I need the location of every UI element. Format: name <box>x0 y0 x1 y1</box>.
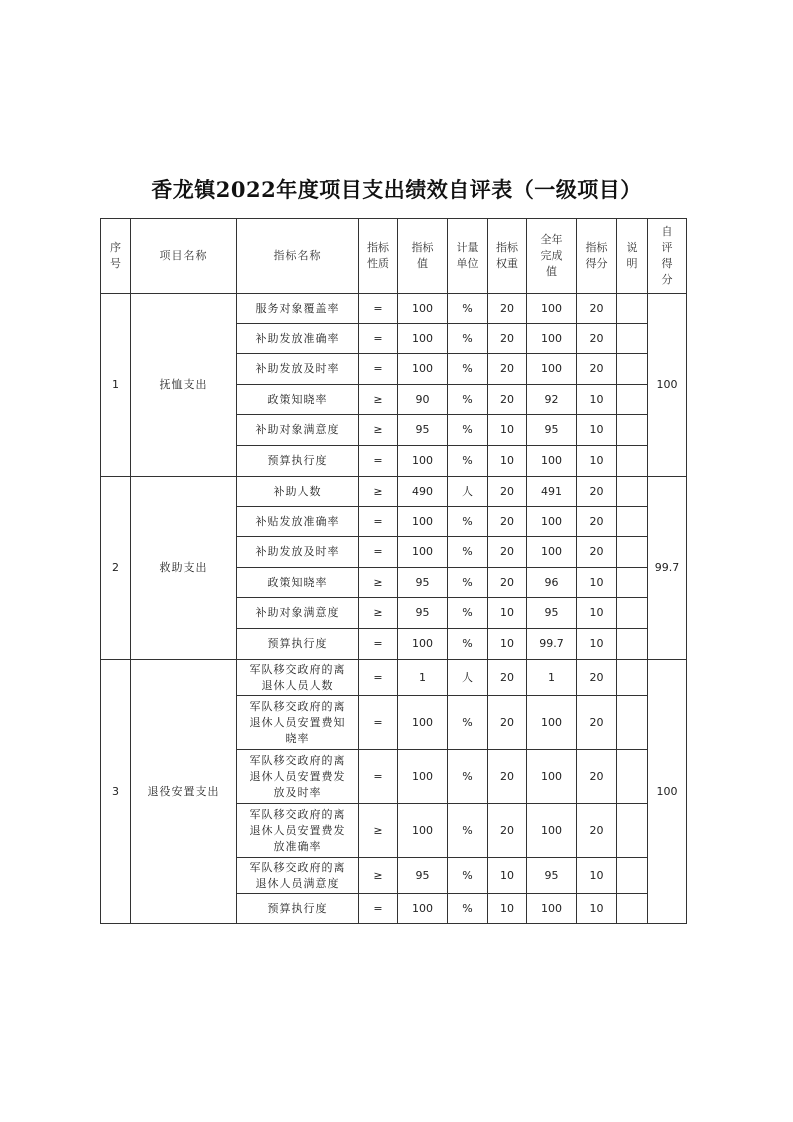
cell-nature: ≥ <box>359 415 398 446</box>
cell-nature: = <box>359 294 398 324</box>
cell-note <box>617 894 648 924</box>
cell-note <box>617 568 648 598</box>
cell-unit: % <box>448 354 488 385</box>
cell-unit: % <box>448 537 488 568</box>
cell-actual: 92 <box>527 385 577 415</box>
cell-unit: % <box>448 446 488 477</box>
cell-indicator: 政策知晓率 <box>237 568 359 598</box>
cell-note <box>617 446 648 477</box>
cell-indicator: 军队移交政府的离退休人员安置费发放准确率 <box>237 804 359 858</box>
cell-weight: 20 <box>488 477 527 507</box>
cell-indicator: 军队移交政府的离退休人员安置费知晓率 <box>237 696 359 750</box>
cell-score: 10 <box>577 415 617 446</box>
cell-score: 20 <box>577 294 617 324</box>
cell-weight: 10 <box>488 446 527 477</box>
header-weight: 指标 权重 <box>488 219 527 294</box>
cell-score: 20 <box>577 477 617 507</box>
cell-actual: 95 <box>527 598 577 629</box>
cell-score: 20 <box>577 324 617 354</box>
cell-unit: % <box>448 750 488 804</box>
cell-unit: % <box>448 858 488 894</box>
cell-indicator: 预算执行度 <box>237 446 359 477</box>
cell-weight: 20 <box>488 324 527 354</box>
cell-indicator: 补助对象满意度 <box>237 598 359 629</box>
cell-target: 1 <box>398 660 448 696</box>
cell-indicator: 预算执行度 <box>237 629 359 660</box>
cell-note <box>617 324 648 354</box>
cell-note <box>617 507 648 537</box>
cell-score: 10 <box>577 858 617 894</box>
cell-note <box>617 660 648 696</box>
cell-note <box>617 598 648 629</box>
cell-score: 20 <box>577 660 617 696</box>
header-actual: 全年 完成 值 <box>527 219 577 294</box>
cell-weight: 20 <box>488 696 527 750</box>
cell-score: 10 <box>577 446 617 477</box>
cell-nature: ≥ <box>359 385 398 415</box>
cell-nature: = <box>359 894 398 924</box>
cell-note <box>617 696 648 750</box>
cell-note <box>617 294 648 324</box>
cell-note <box>617 477 648 507</box>
cell-target: 100 <box>398 446 448 477</box>
cell-target: 100 <box>398 804 448 858</box>
cell-note <box>617 629 648 660</box>
cell-seq: 1 <box>101 294 131 477</box>
cell-actual: 95 <box>527 858 577 894</box>
cell-target: 95 <box>398 568 448 598</box>
cell-weight: 20 <box>488 537 527 568</box>
table-row <box>101 477 687 507</box>
cell-nature: = <box>359 324 398 354</box>
cell-target: 95 <box>398 415 448 446</box>
cell-weight: 20 <box>488 294 527 324</box>
cell-project-name: 抚恤支出 <box>131 294 237 477</box>
cell-target: 100 <box>398 324 448 354</box>
cell-unit: % <box>448 894 488 924</box>
cell-nature: ≥ <box>359 568 398 598</box>
cell-indicator: 补助对象满意度 <box>237 415 359 446</box>
cell-weight: 20 <box>488 507 527 537</box>
header-row <box>101 219 687 294</box>
cell-seq: 2 <box>101 477 131 660</box>
table-row <box>101 660 687 696</box>
header-target: 指标 值 <box>398 219 448 294</box>
cell-indicator: 补助发放及时率 <box>237 354 359 385</box>
cell-score: 20 <box>577 537 617 568</box>
cell-score: 10 <box>577 894 617 924</box>
cell-indicator: 军队移交政府的离退休人员满意度 <box>237 858 359 894</box>
cell-actual: 100 <box>527 537 577 568</box>
cell-note <box>617 385 648 415</box>
header-nature: 指标 性质 <box>359 219 398 294</box>
cell-score: 10 <box>577 598 617 629</box>
cell-nature: = <box>359 750 398 804</box>
page-title: 香龙镇2022年度项目支出绩效自评表（一级项目） <box>151 177 642 202</box>
header-self-score: 自 评 得 分 <box>648 219 687 294</box>
cell-unit: % <box>448 415 488 446</box>
cell-nature: = <box>359 537 398 568</box>
cell-nature: = <box>359 629 398 660</box>
header-indicator: 指标名称 <box>237 219 359 294</box>
cell-note <box>617 537 648 568</box>
performance-table <box>100 218 687 924</box>
cell-unit: % <box>448 385 488 415</box>
table-row <box>101 294 687 324</box>
cell-note <box>617 858 648 894</box>
cell-weight: 10 <box>488 629 527 660</box>
cell-weight: 20 <box>488 568 527 598</box>
cell-unit: % <box>448 804 488 858</box>
cell-note <box>617 804 648 858</box>
cell-target: 100 <box>398 750 448 804</box>
cell-target: 100 <box>398 537 448 568</box>
cell-self-score: 99.7 <box>648 477 687 660</box>
cell-score: 20 <box>577 354 617 385</box>
cell-unit: % <box>448 568 488 598</box>
cell-actual: 99.7 <box>527 629 577 660</box>
cell-indicator: 补贴发放准确率 <box>237 507 359 537</box>
cell-weight: 20 <box>488 354 527 385</box>
header-score: 指标 得分 <box>577 219 617 294</box>
cell-target: 490 <box>398 477 448 507</box>
cell-weight: 10 <box>488 894 527 924</box>
cell-nature: ≥ <box>359 477 398 507</box>
cell-actual: 100 <box>527 294 577 324</box>
cell-weight: 20 <box>488 750 527 804</box>
cell-project-name: 退役安置支出 <box>131 660 237 924</box>
cell-actual: 100 <box>527 354 577 385</box>
cell-actual: 100 <box>527 696 577 750</box>
cell-nature: ≥ <box>359 598 398 629</box>
cell-target: 95 <box>398 858 448 894</box>
cell-score: 20 <box>577 507 617 537</box>
cell-target: 95 <box>398 598 448 629</box>
cell-note <box>617 354 648 385</box>
cell-actual: 100 <box>527 750 577 804</box>
cell-unit: % <box>448 598 488 629</box>
cell-actual: 100 <box>527 507 577 537</box>
cell-indicator: 补助人数 <box>237 477 359 507</box>
cell-target: 100 <box>398 294 448 324</box>
cell-self-score: 100 <box>648 660 687 924</box>
cell-score: 20 <box>577 750 617 804</box>
cell-nature: = <box>359 446 398 477</box>
cell-project-name: 救助支出 <box>131 477 237 660</box>
cell-note <box>617 415 648 446</box>
cell-note <box>617 750 648 804</box>
cell-unit: % <box>448 696 488 750</box>
cell-weight: 20 <box>488 385 527 415</box>
cell-target: 90 <box>398 385 448 415</box>
cell-unit: 人 <box>448 660 488 696</box>
cell-actual: 96 <box>527 568 577 598</box>
cell-score: 10 <box>577 385 617 415</box>
cell-weight: 20 <box>488 660 527 696</box>
cell-unit: % <box>448 324 488 354</box>
cell-actual: 100 <box>527 446 577 477</box>
cell-target: 100 <box>398 696 448 750</box>
cell-score: 10 <box>577 568 617 598</box>
cell-weight: 10 <box>488 415 527 446</box>
cell-score: 20 <box>577 804 617 858</box>
header-seq: 序 号 <box>101 219 131 294</box>
cell-seq: 3 <box>101 660 131 924</box>
header-note: 说 明 <box>617 219 648 294</box>
cell-target: 100 <box>398 354 448 385</box>
cell-nature: = <box>359 354 398 385</box>
cell-nature: ≥ <box>359 804 398 858</box>
table-body <box>101 294 687 924</box>
cell-indicator: 军队移交政府的离退休人员人数 <box>237 660 359 696</box>
cell-indicator: 补助发放准确率 <box>237 324 359 354</box>
cell-target: 100 <box>398 629 448 660</box>
cell-score: 10 <box>577 629 617 660</box>
header-project: 项目名称 <box>131 219 237 294</box>
cell-nature: = <box>359 696 398 750</box>
cell-self-score: 100 <box>648 294 687 477</box>
cell-target: 100 <box>398 507 448 537</box>
cell-unit: % <box>448 294 488 324</box>
cell-indicator: 军队移交政府的离退休人员安置费发放及时率 <box>237 750 359 804</box>
cell-actual: 100 <box>527 804 577 858</box>
cell-weight: 10 <box>488 858 527 894</box>
cell-actual: 1 <box>527 660 577 696</box>
cell-unit: 人 <box>448 477 488 507</box>
cell-weight: 10 <box>488 598 527 629</box>
cell-score: 20 <box>577 696 617 750</box>
cell-unit: % <box>448 507 488 537</box>
cell-target: 100 <box>398 894 448 924</box>
cell-actual: 95 <box>527 415 577 446</box>
cell-actual: 100 <box>527 324 577 354</box>
cell-nature: = <box>359 660 398 696</box>
cell-indicator: 预算执行度 <box>237 894 359 924</box>
cell-nature: ≥ <box>359 858 398 894</box>
cell-actual: 100 <box>527 894 577 924</box>
cell-indicator: 服务对象覆盖率 <box>237 294 359 324</box>
cell-actual: 491 <box>527 477 577 507</box>
cell-indicator: 补助发放及时率 <box>237 537 359 568</box>
header-unit: 计量 单位 <box>448 219 488 294</box>
cell-unit: % <box>448 629 488 660</box>
cell-indicator: 政策知晓率 <box>237 385 359 415</box>
cell-nature: = <box>359 507 398 537</box>
cell-weight: 20 <box>488 804 527 858</box>
